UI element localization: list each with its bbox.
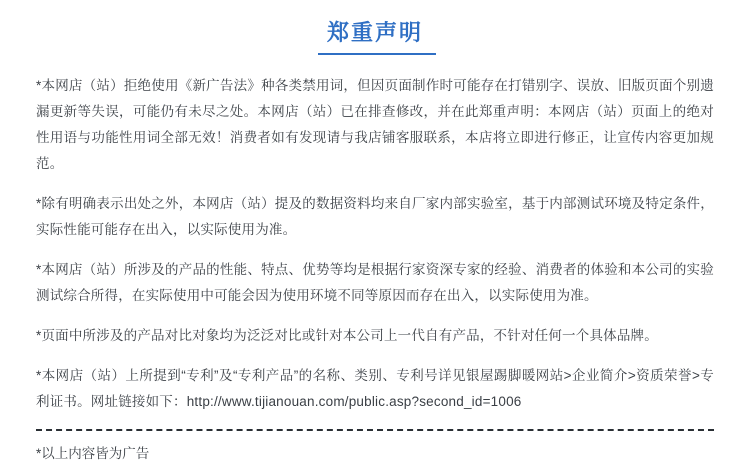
patent-text: *本网店（站）上所提到“专利”及“专利产品”的名称、类别、专利号详见银屋踢脚暖网站>企业简介>资质荣誉>专利证书。网址链接如下： [36,368,714,409]
declaration-body [0,55,750,465]
paragraph-disclaimer-ad-law: *本网店（站）拒绝使用《新广告法》种各类禁用词，但因页面制作时可能存在打错别字、误放、旧版页面个别遗漏更新等失误，可能仍有未尽之处。本网店（站）已在排查修改，并在此郑重声明：本网店（站）页面上的绝对性用语与功能性用词全部无效！消费者如有发现请与我店铺客服联系，本店将立即进行修正，让宣传内容更加规范。 [36,78,714,171]
paragraph-patent-info [36,363,714,415]
paragraph-product-performance: *本网店（站）所涉及的产品的性能、特点、优势等均是根据行家资深专家的经验、消费者的体验和本公司的实验测试综合所得，在实际使用中可能会因为使用环境不同等原因而存在出入，以实际使用为准。 [36,262,714,303]
paragraph-comparison-scope: *页面中所涉及的产品对比对象均为泛泛对比或针对本公司上一代自有产品，不针对任何一个具体品牌。 [36,328,658,343]
advertisement-note: *以上内容皆为广告 [36,446,150,461]
patent-website-link[interactable]: http://www.tijianouan.com/public.asp?second_id=1006 [186,394,522,409]
dashed-divider [36,429,714,431]
page-title: 郑重声明 [326,20,423,45]
paragraph-data-source: *除有明确表示出处之外，本网店（站）提及的数据资料均来自厂家内部实验室，基于内部测试环境及特定条件，实际性能可能存在出入，以实际使用为准。 [36,196,714,237]
title-underline [318,53,436,55]
